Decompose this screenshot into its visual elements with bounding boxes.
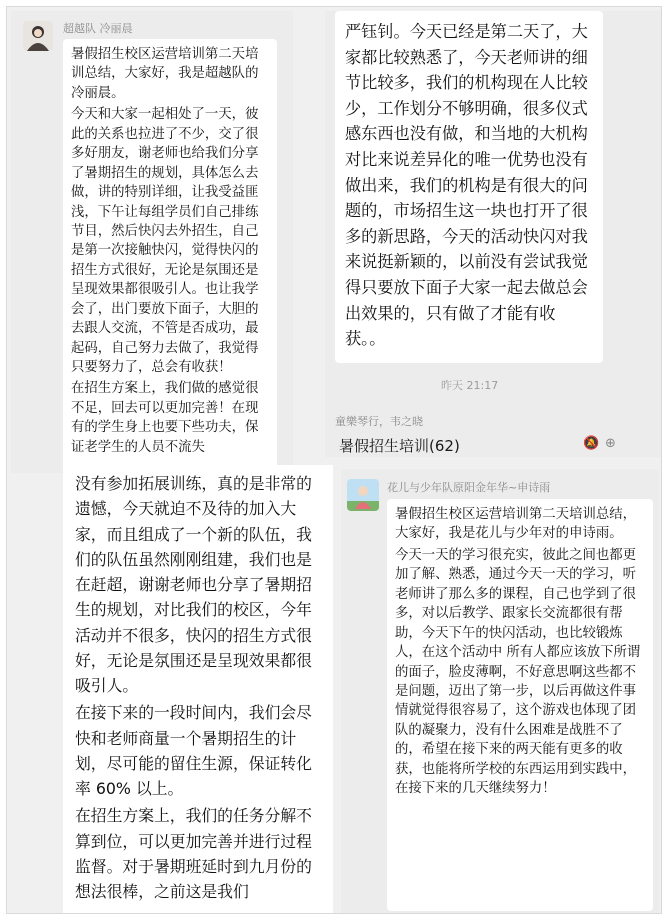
add-icon[interactable]: ⊕ <box>605 436 616 451</box>
mute-icon[interactable]: 🔕 <box>583 436 600 451</box>
message-bubble <box>69 465 327 914</box>
message-paragraph: 暑假招生校区运营培训第二天培训总结，大家好，我是超越队的冷丽晨。 <box>71 47 259 101</box>
message-paragraph: 在接下来的一段时间内，我们会尽快和老师商量一个暑期招生的计划，尽可能的留住生源，保证转化率 60% 以上。 <box>75 703 312 799</box>
chat-screenshot-bottom-right <box>341 469 659 914</box>
avatar[interactable] <box>23 21 53 51</box>
message-paragraph: 没有参加拓展训练，真的是非常的遗憾，今天就迫不及待的加入大家，而且组成了一个新的队伍，我们的队伍虽然刚刚组建，我们也是在赶超，谢谢老师也分享了暑期招生的规划，对比我们的校区，今年活动并不很多，快闪的招生方式很好，无论是氛围还是呈现效果都很吸引人。 <box>75 474 312 696</box>
chat-screenshot-top-left <box>11 11 293 473</box>
sender-name: 花儿与少年队原阳金年华~申诗雨 <box>387 481 551 494</box>
message-bubble <box>63 39 277 471</box>
sender-name: 童樂琴行，韦之晓 <box>335 415 423 428</box>
timestamp: 昨天 21:17 <box>441 379 499 392</box>
message-bubble <box>335 11 603 363</box>
sender-name: 超越队 冷丽晨 <box>63 22 133 35</box>
collage-frame <box>6 6 662 914</box>
message-bubble <box>387 499 653 911</box>
chat-title[interactable]: 暑假招生培训(62) <box>339 437 460 455</box>
chat-screenshot-top-right <box>325 11 661 457</box>
message-paragraph: 今天和大家一起相处了一天，彼此的关系也拉进了不少，交了很多好朋友，谢老师也给我们分享了暑期招生的规划，具体怎么去做，讲的特别详细，让我受益匪浅，下午让每组学员们自己排练节目，然后快闪去外招生，自己是第一次接触快闪，觉得快闪的招生方式很好，无论是氛围还是呈现效果都很吸引人。也让我学会了，出门要放下面子，大胆的去跟人交流，不管是否成功，最起码，自己努力去做了，我觉得只要努力了，总会有收获！ <box>71 107 259 375</box>
message-text: 严钰钊。今天已经是第二天了，大家都比较熟悉了，今天老师讲的细节比较多，我们的机构现在人比较少，工作划分不够明确，很多仪式感东西也没有做，和当地的大机构对比来说差异化的唯一优势也没有做出来，我们的机构是有很大的问题的，市场招生这一块也打开了很多的新思路，今天的活动快闪对我来说挺新颖的，以前没有尝试我觉得只要放下面子大家一起去做总会出效果的，只有做了才能有收获。。 <box>345 22 588 349</box>
avatar[interactable] <box>347 479 379 511</box>
message-paragraph: 暑假招生校区运营培训第二天培训总结，大家好，我是花儿与少年对的申诗雨。 <box>395 507 637 542</box>
message-paragraph: 在招生方案上，我们做的感觉很不足，回去可以更加完善！在现有的学生身上也要下些功夫，保证老学生的人员不流失 <box>71 381 259 455</box>
message-paragraph: 在招生方案上，我们的任务分解不算到位，可以更加完善并进行过程监督。对于暑期班延时到九月份的想法很棒，之前这是我们 <box>75 806 312 902</box>
chat-screenshot-bottom-left <box>63 465 333 914</box>
message-paragraph: 今天一天的学习很充实，彼此之间也都更加了解、熟悉，通过今天一天的学习，听老师讲了那么多的课程，自己也学到了很多，对以后教学、跟家长交流都很有帮助，今天下午的快闪活动，也比较锻炼人，在这个活动中 所有人都应该放下所谓的面子，脸皮薄啊，不好意思啊这些都不是问题，迈出了第一步，以后再做这件事情就觉得很容易了，这个游戏也体现了团队的凝聚力，没有什么困难是战胜不了的，希望在接下来的两天能有更多的收获，也能将所学校的东西运用到实践中，在接下来的几天继续努力！ <box>395 547 641 797</box>
